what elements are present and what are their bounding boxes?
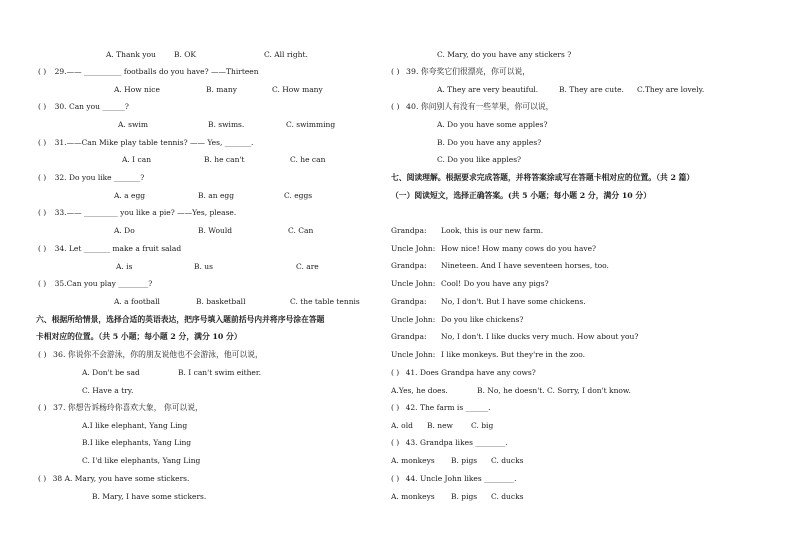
dialogue-speaker: Grandpa: xyxy=(391,226,427,235)
q42-text: 42. The farm is ______. xyxy=(405,403,491,412)
q33-question xyxy=(38,208,236,218)
q38-question xyxy=(38,474,189,484)
q34-option-c: C. are xyxy=(296,262,319,271)
answer-paren: ( ) xyxy=(38,350,47,359)
q32-option-a: A. a egg xyxy=(114,191,146,200)
q39-question xyxy=(391,67,530,77)
q31-question xyxy=(38,138,253,148)
q34-option-b: B. us xyxy=(194,262,213,271)
dialogue-speaker: Grandpa: xyxy=(391,296,427,306)
q33-option-b: B. Would xyxy=(198,226,233,235)
q28-option-b: B. OK xyxy=(174,50,197,59)
q30-option-a: A. swim xyxy=(118,120,148,129)
q29-option-b: B. many xyxy=(206,85,237,94)
answer-paren: ( ) xyxy=(38,244,47,253)
dialogue-text: Cool! Do you have any pigs? xyxy=(441,279,549,289)
q44-option-a: A. monkeys xyxy=(391,492,435,501)
dialogue-line xyxy=(391,226,543,236)
dialogue-text: No, I don't. But I have some chickens. xyxy=(441,296,586,306)
q28-option-c: C. All right. xyxy=(264,50,308,59)
q37-question xyxy=(38,403,203,413)
section-7-heading-line2: （一）阅读短文，选择正确答案。(共 5 小题；每小题 2 分，满分 10 分） xyxy=(391,191,651,200)
dialogue-text: Do you like chickens? xyxy=(441,314,524,324)
q36-question xyxy=(38,350,263,360)
q44-text: 44. Uncle John likes ________. xyxy=(405,474,517,483)
q37-option-b: B.I like elephants, Yang Ling xyxy=(82,438,192,447)
q37-option-c: C. I'd like elephants, Yang Ling xyxy=(82,456,201,465)
q32-option-b: B. an egg xyxy=(198,191,235,200)
dialogue-speaker: Grandpa: xyxy=(391,261,427,271)
answer-paren: ( ) xyxy=(391,438,400,447)
q42-option-b: B. new xyxy=(427,421,453,430)
answer-paren: ( ) xyxy=(38,67,47,76)
q30-option-b: B. swims. xyxy=(208,120,245,129)
answer-paren: ( ) xyxy=(391,368,400,377)
q39-text: 39. 你夸奖它们很漂亮，你可以说， xyxy=(406,67,531,76)
q32-text: 32. Do you like _______? xyxy=(54,173,145,182)
q31-option-c: C. he can xyxy=(290,155,326,164)
q33-option-c: C. Can xyxy=(288,226,314,235)
answer-paren: ( ) xyxy=(391,102,400,111)
q29-question xyxy=(38,67,259,77)
answer-paren: ( ) xyxy=(38,138,47,147)
answer-paren: ( ) xyxy=(38,403,47,412)
q36-option-a: A. Don't be sad xyxy=(82,368,140,377)
dialogue-speaker: Uncle John: xyxy=(391,243,436,253)
dialogue-line xyxy=(391,332,638,342)
q31-text: 31.——Can Mike play table tennis? —— Yes, _______. xyxy=(54,138,254,147)
q34-option-a: A. is xyxy=(116,262,133,271)
right-column xyxy=(391,0,771,558)
q42-option-c: C. big xyxy=(471,421,494,430)
section-7-heading-line1: 七、阅读理解。根据要求完成答题，并将答案涂或写在答题卡相对应的位置。（共 2 篇） xyxy=(391,173,695,182)
q36-option-c: C. Have a try. xyxy=(82,386,134,395)
q36-option-b: B. I can't swim either. xyxy=(178,368,262,377)
dialogue-line xyxy=(391,279,549,289)
answer-paren: ( ) xyxy=(391,474,400,483)
q42-question xyxy=(391,403,490,413)
q39-option-a: A. They are very beautiful. xyxy=(437,85,539,94)
q40-text: 40. 你问别人有没有一些苹果，你可以说， xyxy=(406,102,554,111)
q29-option-a: A. How nice xyxy=(114,85,160,94)
q43-option-a: A. monkeys xyxy=(391,456,435,465)
q33-option-a: A. Do xyxy=(114,226,135,235)
q41-question xyxy=(391,368,536,378)
q34-text: 34. Let _______ make a fruit salad xyxy=(54,244,182,253)
q39-option-b: B. They are cute. xyxy=(559,85,624,94)
answer-paren: ( ) xyxy=(391,67,400,76)
q44-question xyxy=(391,474,517,484)
q41-option-b: B. No, he doesn't. xyxy=(477,386,545,395)
q43-option-c: C. ducks xyxy=(491,456,524,465)
q43-option-b: B. pigs xyxy=(451,456,478,465)
dialogue-text: How nice! How many cows do you have? xyxy=(441,243,597,253)
left-column xyxy=(38,0,398,558)
q35-question xyxy=(38,279,152,289)
dialogue-line xyxy=(391,297,586,307)
q30-text: 30. Can you ______? xyxy=(54,102,129,111)
dialogue-speaker: Uncle John: xyxy=(391,314,436,324)
q35-option-b: B. basketball xyxy=(196,297,246,306)
q44-option-b: B. pigs xyxy=(451,492,478,501)
q41-text: 41. Does Grandpa have any cows? xyxy=(405,368,536,377)
answer-paren: ( ) xyxy=(38,474,47,483)
q33-text: 33.—— _________ you like a pie? ——Yes, please. xyxy=(54,208,237,217)
dialogue-line xyxy=(391,261,609,271)
dialogue-speaker: Grandpa: xyxy=(391,332,427,342)
q42-option-a: A. old xyxy=(391,421,413,430)
answer-paren: ( ) xyxy=(38,279,47,288)
q34-question xyxy=(38,244,181,254)
answer-paren: ( ) xyxy=(391,403,400,412)
q44-option-c: C. ducks xyxy=(491,492,524,501)
q35-option-a: A. a football xyxy=(114,297,160,306)
dialogue-speaker: Uncle John: xyxy=(391,279,436,289)
q29-option-c: C. How many xyxy=(272,85,323,94)
dialogue-text: I like monkeys. But they're in the zoo. xyxy=(441,349,586,359)
section-6-heading-line1: 六、根据所给情景，选择合适的英语表达，把序号填入题前括号内并将序号涂在答题 xyxy=(36,315,325,324)
dialogue-line xyxy=(391,315,523,325)
q43-question xyxy=(391,438,508,448)
q38-option-c: C. Mary, do you have any stickers ? xyxy=(437,50,572,59)
answer-paren: ( ) xyxy=(38,208,47,217)
q29-text: 29.—— __________ footballs do you have? ——Thirteen xyxy=(54,67,259,76)
q39-option-c: C.They are lovely. xyxy=(637,85,705,94)
dialogue-text: Look, this is our new farm. xyxy=(441,226,544,235)
q36-text: 36. 你说你不会游泳，你的朋友说他也不会游泳，他可以说， xyxy=(53,350,263,359)
q31-option-a: A. I can xyxy=(122,155,152,164)
dialogue-line xyxy=(391,244,596,254)
dialogue-line xyxy=(391,350,585,360)
q40-option-c: C. Do you like apples? xyxy=(437,155,522,164)
q35-option-c: C. the table tennis xyxy=(290,297,360,306)
dialogue-speaker: Uncle John: xyxy=(391,349,436,359)
q38-option-b: B. Mary, I have some stickers. xyxy=(92,492,207,501)
answer-paren: ( ) xyxy=(38,102,47,111)
q32-option-c: C. eggs xyxy=(284,191,313,200)
section-6-heading-line2: 卡相对应的位置。（共 5 小题；每小题 2 分，满分 10 分） xyxy=(36,332,242,341)
dialogue-text: No, I don't. I like ducks very much. How about you? xyxy=(441,332,639,342)
q40-option-b: B. Do you have any apples? xyxy=(437,138,542,147)
q37-text: 37. 你想告诉杨玲你喜欢大象， 你可以说， xyxy=(53,403,203,412)
q37-option-a: A.I like elephant, Yang Ling xyxy=(82,421,188,430)
q28-option-a: A. Thank you xyxy=(106,50,156,59)
q43-text: 43. Grandpa likes ________. xyxy=(405,438,508,447)
q30-question xyxy=(38,102,129,112)
q31-option-b: B. he can't xyxy=(204,155,245,164)
answer-paren: ( ) xyxy=(38,173,47,182)
q32-question xyxy=(38,173,144,183)
q41-option-c: C. Sorry, I don't know. xyxy=(547,386,631,395)
q40-question xyxy=(391,102,553,112)
dialogue-text: Nineteen. And I have seventeen horses, too. xyxy=(441,261,609,271)
q35-text: 35.Can you play ________? xyxy=(54,279,153,288)
q38-text: 38 A. Mary, you have some stickers. xyxy=(52,474,190,483)
q30-option-c: C. swimming xyxy=(286,120,336,129)
q41-option-a: A.Yes, he does. xyxy=(391,386,448,395)
q40-option-a: A. Do you have some apples? xyxy=(437,120,548,129)
